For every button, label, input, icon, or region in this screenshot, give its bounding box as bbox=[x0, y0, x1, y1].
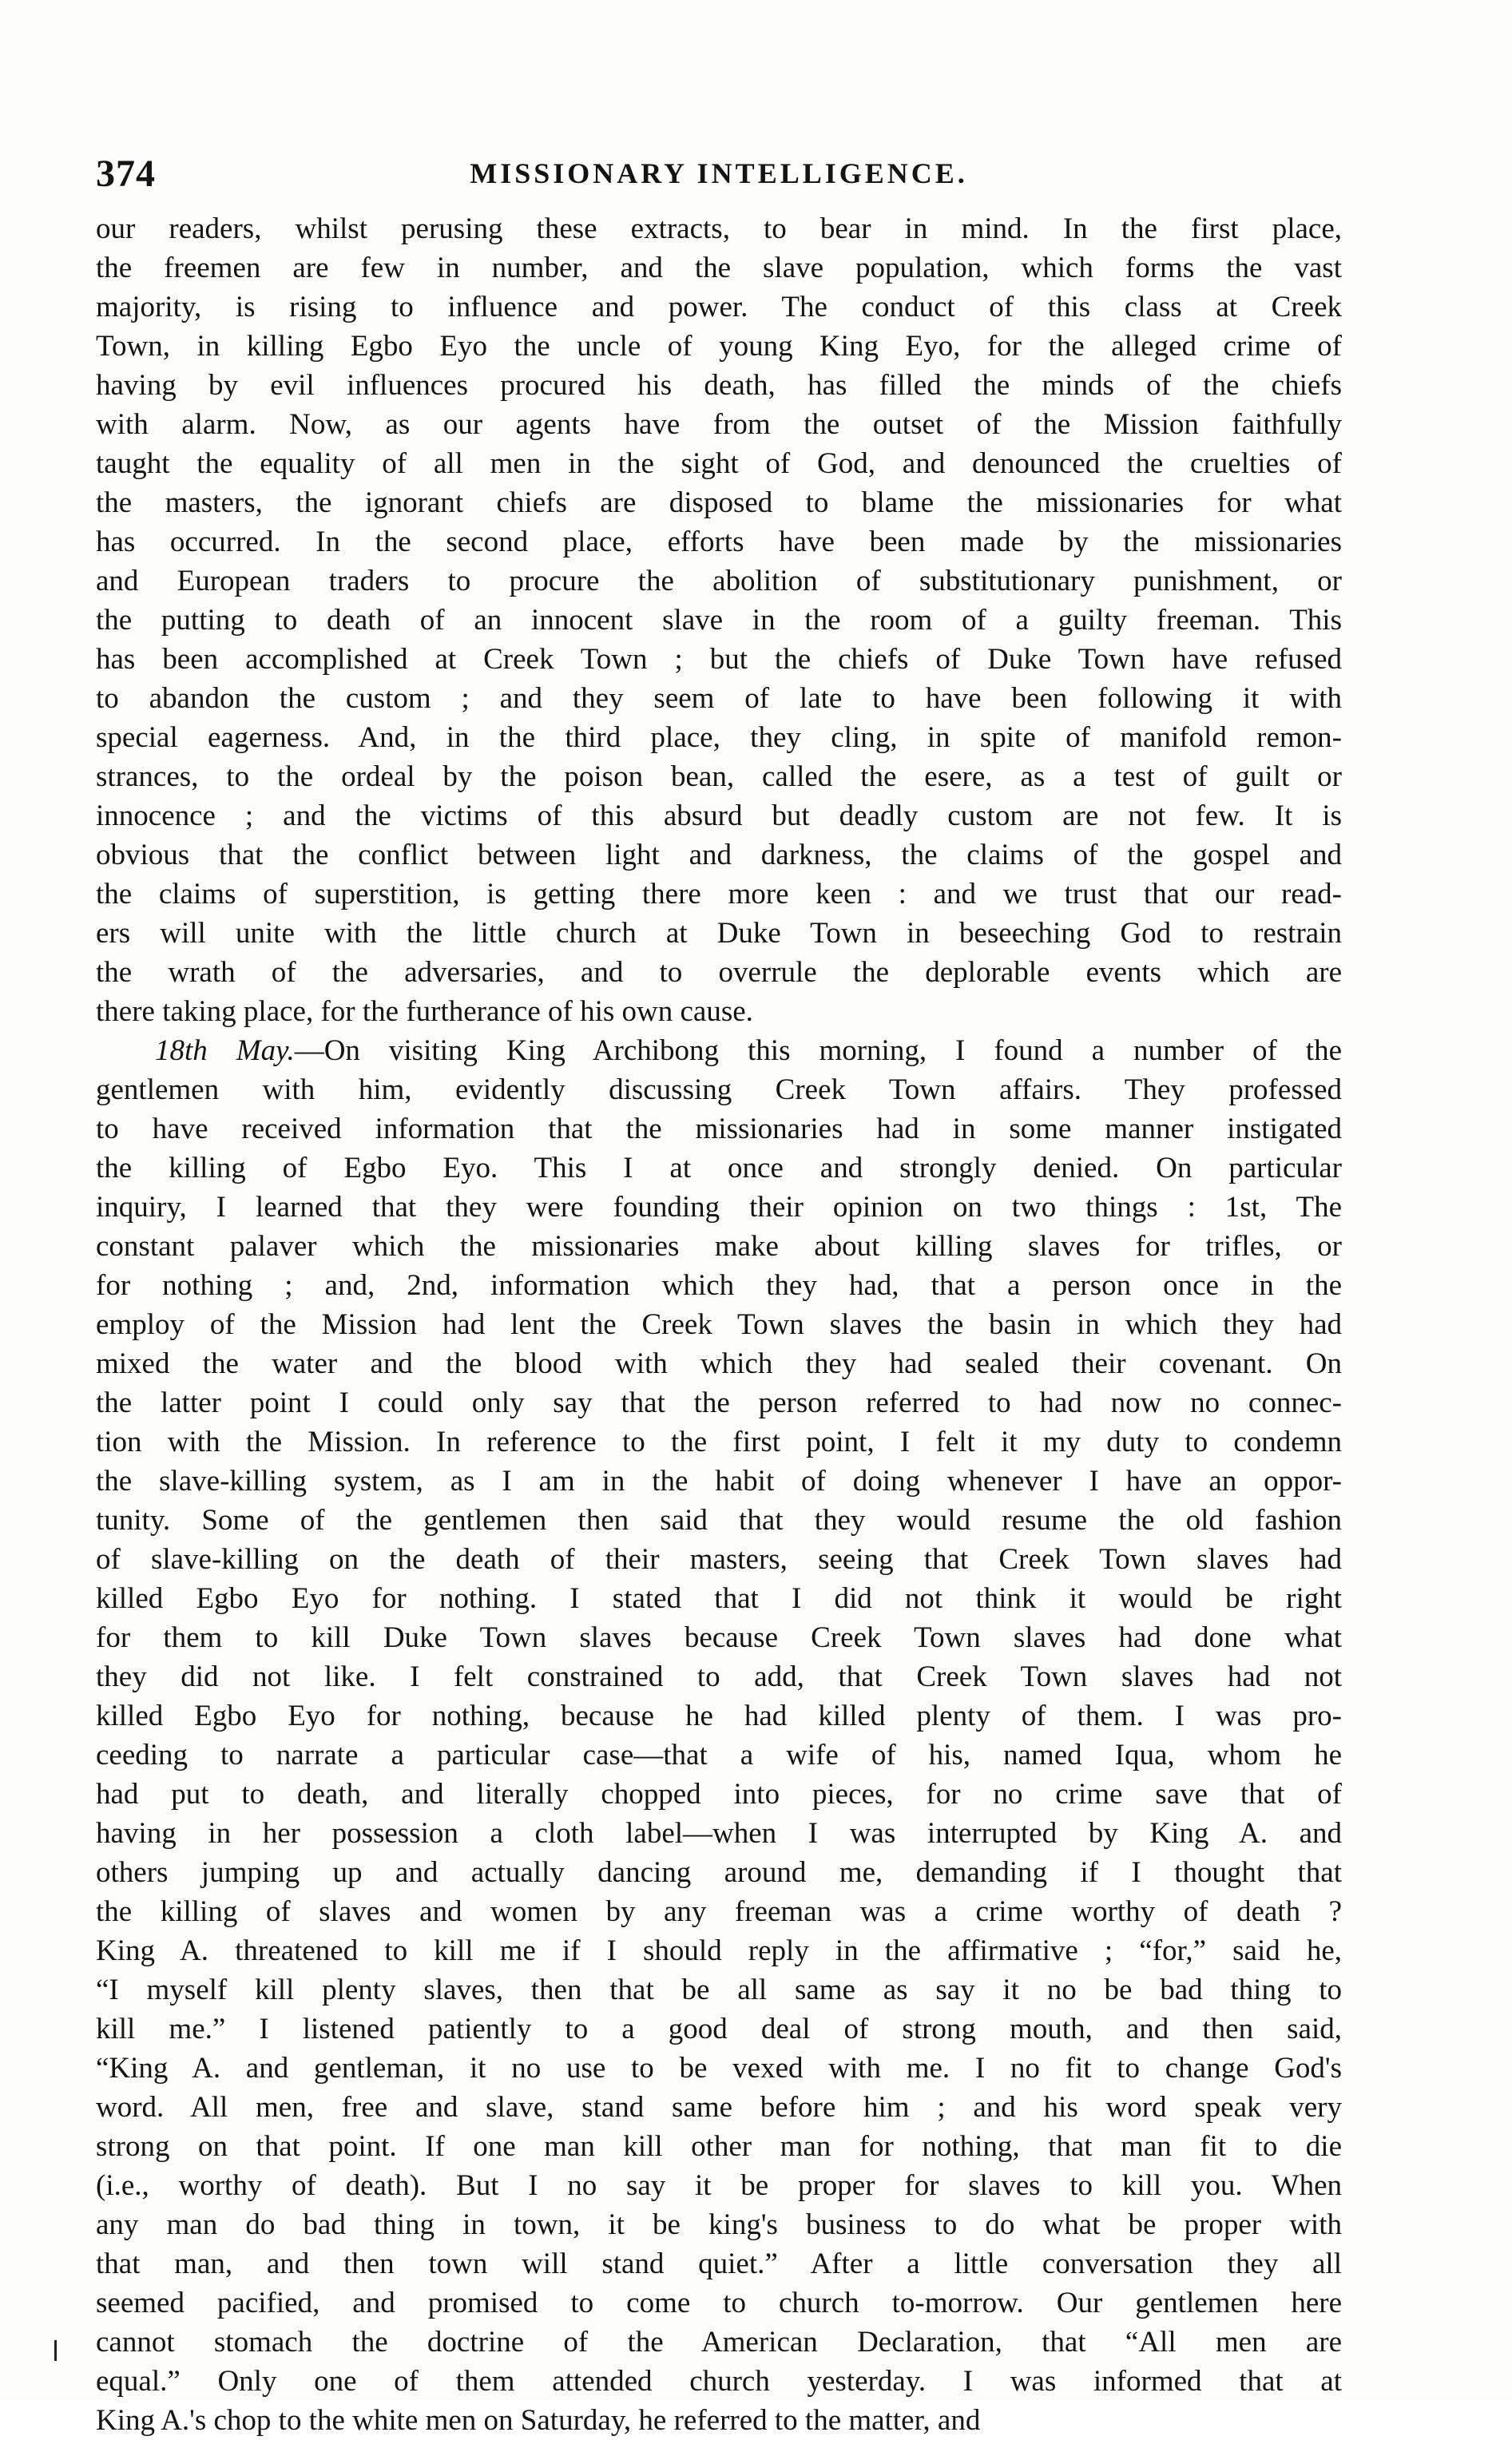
text-line-content: our readers, whilst perusing these extracts, to bear in mind. In the first place, bbox=[96, 212, 1342, 245]
text-line bbox=[96, 483, 1342, 522]
text-line-content: —On visiting King Archibong this morning, I found a number of the bbox=[294, 1034, 1342, 1067]
body-text bbox=[96, 209, 1342, 2440]
text-line-content: tunity. Some of the gentlemen then said that they would resume the old fashion bbox=[96, 1504, 1342, 1537]
text-line bbox=[96, 1892, 1342, 1931]
text-line bbox=[96, 1149, 1342, 1188]
paragraph-context bbox=[96, 209, 1342, 1031]
text-line bbox=[96, 1618, 1342, 1657]
text-line-content: with alarm. Now, as our agents have from the outset of the Mission faithfully bbox=[96, 408, 1342, 441]
text-line-content: (i.e., worthy of death). But I no say it be proper for slaves to kill you. When bbox=[96, 2169, 1342, 2202]
text-line-content: cannot stomach the doctrine of the American Declaration, that “All men are bbox=[96, 2326, 1342, 2359]
text-line-content: others jumping up and actually dancing around me, demanding if I thought that bbox=[96, 1856, 1342, 1889]
text-line-content: the putting to death of an innocent slave in the room of a guilty freeman. This bbox=[96, 604, 1342, 637]
text-line-content: to abandon the custom ; and they seem of late to have been following it with bbox=[96, 682, 1342, 715]
text-line bbox=[96, 2166, 1342, 2205]
text-line bbox=[96, 2205, 1342, 2244]
text-line bbox=[96, 327, 1342, 366]
text-line-content: has occurred. In the second place, efforts have been made by the missionaries bbox=[96, 526, 1342, 558]
text-line-content: any man do bad thing in town, it be king's business to do what be proper with bbox=[96, 2208, 1342, 2241]
text-line bbox=[96, 2401, 1342, 2440]
text-line-content: kill me.” I listened patiently to a good deal of strong mouth, and then said, bbox=[96, 2013, 1342, 2045]
text-line-content: ceeding to narrate a particular case—that a wife of his, named Iqua, whom he bbox=[96, 1739, 1342, 1771]
text-line bbox=[96, 1227, 1342, 1266]
text-line bbox=[96, 405, 1342, 444]
text-line bbox=[96, 1775, 1342, 1814]
text-line bbox=[96, 1540, 1342, 1579]
text-line-content: the killing of slaves and women by any freeman was a crime worthy of death ? bbox=[96, 1895, 1342, 1928]
text-line bbox=[96, 1344, 1342, 1383]
page-number: 374 bbox=[96, 153, 156, 195]
text-line bbox=[96, 2049, 1342, 2088]
text-line bbox=[96, 1970, 1342, 2010]
text-line-content: had put to death, and literally chopped into pieces, for no crime save that of bbox=[96, 1778, 1342, 1811]
text-line-content: having in her possession a cloth label—when I was interrupted by King A. and bbox=[96, 1817, 1342, 1850]
text-line-content: the masters, the ignorant chiefs are disposed to blame the missionaries for what bbox=[96, 486, 1342, 519]
text-line bbox=[96, 1031, 1342, 1070]
text-line bbox=[96, 288, 1342, 327]
text-line-content: King A.'s chop to the white men on Saturday, he referred to the matter, and bbox=[96, 2404, 981, 2437]
text-line-content: killed Egbo Eyo for nothing, because he had killed plenty of them. I was pro- bbox=[96, 1700, 1342, 1732]
text-line-content: word. All men, free and slave, stand same before him ; and his word speak very bbox=[96, 2091, 1342, 2124]
text-line bbox=[96, 522, 1342, 561]
text-line-content: the wrath of the adversaries, and to overrule the deplorable events which are bbox=[96, 956, 1342, 989]
text-line bbox=[96, 1657, 1342, 1696]
text-line-content: there taking place, for the furtherance of his own cause. bbox=[96, 995, 753, 1028]
text-line-content: “King A. and gentleman, it no use to be vexed with me. I no fit to change God's bbox=[96, 2052, 1342, 2085]
text-line bbox=[96, 2088, 1342, 2127]
text-line-content: has been accomplished at Creek Town ; but the chiefs of Duke Town have refused bbox=[96, 643, 1342, 676]
text-line-content: equal.” Only one of them attended church yesterday. I was informed that at bbox=[96, 2365, 1342, 2398]
text-line-content: “I myself kill plenty slaves, then that be all same as say it no be bad thing to bbox=[96, 1974, 1342, 2006]
text-line bbox=[96, 2244, 1342, 2283]
text-line bbox=[96, 444, 1342, 483]
text-line-content: and European traders to procure the abolition of substitutionary punishment, or bbox=[96, 565, 1342, 597]
text-line-content: employ of the Mission had lent the Creek Town slaves the basin in which they had bbox=[96, 1308, 1342, 1341]
text-line-content: the slave-killing system, as I am in the habit of doing whenever I have an oppor- bbox=[96, 1465, 1342, 1498]
text-line-content: that man, and then town will stand quiet.” After a little conversation they all bbox=[96, 2248, 1342, 2280]
text-line-content: strances, to the ordeal by the poison bean, called the esere, as a test of guilt or bbox=[96, 760, 1342, 793]
text-line bbox=[96, 914, 1342, 953]
text-line-content: the killing of Egbo Eyo. This I at once and strongly denied. On particular bbox=[96, 1152, 1342, 1184]
text-line-content: innocence ; and the victims of this absurd but deadly custom are not few. It is bbox=[96, 799, 1342, 832]
running-head: MISSIONARY INTELLIGENCE. bbox=[470, 157, 968, 189]
text-line bbox=[96, 601, 1342, 640]
text-line bbox=[96, 1305, 1342, 1344]
text-line bbox=[96, 2010, 1342, 2049]
text-line-content: mixed the water and the blood with which they had sealed their covenant. On bbox=[96, 1347, 1342, 1380]
text-line bbox=[96, 835, 1342, 875]
text-line-content: majority, is rising to influence and power. The conduct of this class at Creek bbox=[96, 291, 1342, 323]
text-line-content: Town, in killing Egbo Eyo the uncle of young King Eyo, for the alleged crime of bbox=[96, 330, 1342, 363]
text-line-content: special eagerness. And, in the third place, they cling, in spite of manifold remon- bbox=[96, 721, 1342, 754]
text-line-content: the claims of superstition, is getting there more keen : and we trust that our read- bbox=[96, 878, 1342, 911]
text-line bbox=[96, 1266, 1342, 1305]
text-line-content: for nothing ; and, 2nd, information which they had, that a person once in the bbox=[96, 1269, 1342, 1302]
text-line-content: taught the equality of all men in the sight of God, and denounced the cruelties of bbox=[96, 447, 1342, 480]
text-line-content: strong on that point. If one man kill other man for nothing, that man fit to die bbox=[96, 2130, 1342, 2163]
text-line bbox=[96, 1814, 1342, 1853]
text-line-content: ers will unite with the little church at Duke Town in beseeching God to restrain bbox=[96, 917, 1342, 950]
text-line bbox=[96, 2283, 1342, 2323]
text-line bbox=[96, 796, 1342, 835]
text-line bbox=[96, 248, 1342, 288]
text-line bbox=[96, 1501, 1342, 1540]
text-line bbox=[96, 953, 1342, 992]
text-line-content: to have received information that the missionaries had in some manner instigated bbox=[96, 1113, 1342, 1145]
text-line bbox=[96, 1931, 1342, 1970]
text-line-content: gentlemen with him, evidently discussing Creek Town affairs. They professed bbox=[96, 1073, 1342, 1106]
text-line-content: having by evil influences procured his death, has filled the minds of the chiefs bbox=[96, 369, 1342, 402]
entry-date: 18th May. bbox=[155, 1034, 295, 1067]
text-line bbox=[96, 1462, 1342, 1501]
text-line bbox=[96, 1696, 1342, 1736]
text-line-content: inquiry, I learned that they were founding their opinion on two things : 1st, The bbox=[96, 1191, 1342, 1224]
text-line-content: King A. threatened to kill me if I should reply in the affirmative ; “for,” said he, bbox=[96, 1934, 1342, 1967]
text-line bbox=[96, 1188, 1342, 1227]
text-line bbox=[96, 718, 1342, 757]
text-line bbox=[96, 992, 1342, 1031]
paragraph-journal-entry bbox=[96, 1031, 1342, 2440]
text-line bbox=[96, 2362, 1342, 2401]
text-line bbox=[96, 1109, 1342, 1149]
text-line-content: seemed pacified, and promised to come to church to-morrow. Our gentlemen here bbox=[96, 2287, 1342, 2319]
text-line bbox=[96, 875, 1342, 914]
text-line bbox=[96, 757, 1342, 796]
text-line-content: the latter point I could only say that the person referred to had now no connec- bbox=[96, 1387, 1342, 1419]
margin-mark bbox=[54, 2340, 57, 2361]
text-line-content: killed Egbo Eyo for nothing. I stated that I did not think it would be right bbox=[96, 1582, 1342, 1615]
text-line bbox=[96, 679, 1342, 718]
text-line bbox=[96, 1736, 1342, 1775]
text-line bbox=[96, 366, 1342, 405]
text-line bbox=[96, 1070, 1342, 1109]
text-line bbox=[96, 1579, 1342, 1618]
text-line-content: obvious that the conflict between light and darkness, the claims of the gospel and bbox=[96, 839, 1342, 871]
text-line-content: constant palaver which the missionaries make about killing slaves for trifles, or bbox=[96, 1230, 1342, 1263]
text-line bbox=[96, 1383, 1342, 1422]
text-line bbox=[96, 1422, 1342, 1462]
text-line bbox=[96, 1853, 1342, 1892]
text-line-content: for them to kill Duke Town slaves because Creek Town slaves had done what bbox=[96, 1621, 1342, 1654]
text-line bbox=[96, 561, 1342, 601]
page-header bbox=[96, 152, 1342, 200]
text-line bbox=[96, 640, 1342, 679]
text-line bbox=[96, 2127, 1342, 2166]
text-line-content: of slave-killing on the death of their masters, seeing that Creek Town slaves had bbox=[96, 1543, 1342, 1576]
text-line-content: tion with the Mission. In reference to the first point, I felt it my duty to condemn bbox=[96, 1426, 1342, 1458]
text-line-content: the freemen are few in number, and the slave population, which forms the vast bbox=[96, 252, 1342, 284]
text-line bbox=[96, 2323, 1342, 2362]
text-line-content: they did not like. I felt constrained to add, that Creek Town slaves had not bbox=[96, 1660, 1342, 1693]
text-line bbox=[96, 209, 1342, 248]
